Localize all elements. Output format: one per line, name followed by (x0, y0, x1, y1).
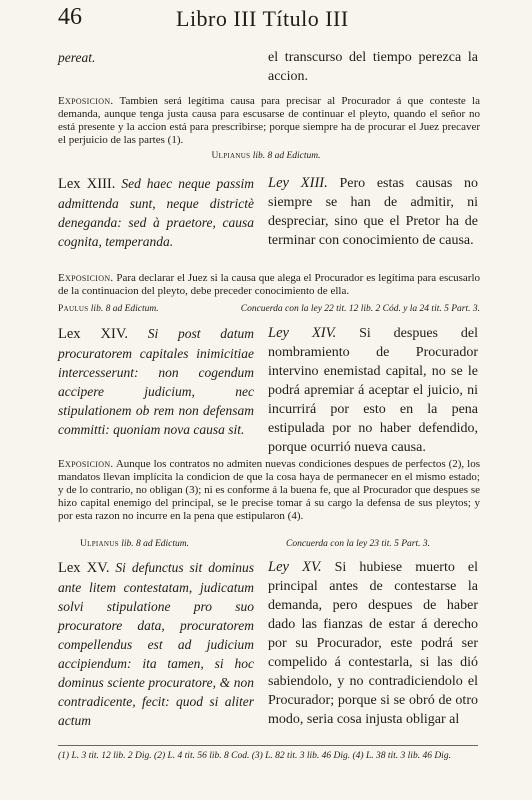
law-14-row (58, 324, 478, 457)
law-13-row (58, 174, 478, 251)
lex-15-heading: Lex XV. (58, 560, 110, 576)
ley-15-text: Si hubiese muerto el principal antes de contestarse la demanda, pero despues de haber dado las fianzas de estar á derecho por su Procurador, este podrá ser compelido á contestarla, si las dió sabiendolo, y no contradiciendolo el Procurador; porque si se obró de otro modo, seria cosa injusta obligar al (268, 560, 479, 727)
latin-continuation: pereat. (58, 50, 96, 65)
ley-13-heading: Ley XIII. (268, 175, 328, 191)
exposition-3 (58, 458, 480, 523)
running-header (58, 4, 478, 38)
lex-13-text: Sed haec neque passim admittenda sunt, neque districtè deneganda: sed à praetore, causa cognita, temperanda. (58, 176, 254, 249)
lex-13-latin (58, 174, 254, 251)
page-number: 46 (58, 4, 82, 30)
concordance-2 (286, 539, 430, 549)
exposition-text: Tambien será legítima causa para precisar al Procurador á que conteste la demanda, aunque tenga justa causa para escusarse de continuar el pleyto, quando el señor no está presente y la accion está para prescribirse; porque siempre ha de procurar el Juez precaver el perjuicio de las partes (1). (58, 95, 480, 146)
lex-14-latin (58, 324, 254, 457)
lex-15-latin (58, 558, 254, 730)
continuation-row (58, 48, 478, 86)
citation-ref: lib. 8 ad Edictum. (252, 151, 321, 161)
lex-14-text: Si post datum procuratorem capitales inimicitiae intercesserunt: non cogendum accipere judicium, nec stipulationem ob rem non defensam committi: quoniam nova causa sit. (58, 326, 254, 437)
citation-author: Ulpianus (211, 151, 251, 161)
lex-15-text: Si defunctus sit dominus ante litem contestatam, judicatum solvi stipulatione pro suo procuratore data, procuratorem compellendus est ad judicium accipiendum: ita tamen, si hoc dominus sciente procuratore, & non contradicente, fecit: quod si aliter actum (58, 560, 255, 728)
citation-author: Ulpianus (80, 539, 119, 549)
concordance-1 (228, 304, 480, 314)
citation-author: Paulus (58, 304, 89, 314)
exposition-2 (58, 272, 480, 298)
citation-ulpianus-2 (80, 539, 189, 549)
ley-14-heading: Ley XIV. (268, 325, 337, 341)
exposition-label: Exposicion. (58, 95, 114, 107)
citation-ulpianus-1 (0, 151, 532, 161)
ley-15-heading: Ley XV. (268, 559, 322, 575)
concordance-text: Concuerda con la ley 22 tit. 12 lib. 2 Cód. y la 24 tit. 5 Part. 3. (240, 304, 480, 314)
lex-14-heading: Lex XIV. (58, 326, 129, 342)
concordance-text: Concuerda con la ley 23 tit. 5 Part. 3. (286, 539, 430, 549)
exposition-text: Aunque los contratos no admiten nuevas condiciones despues de perfectos (2), los mandatos llevan implícita la condicion de que la cosa haya de permanecer en el mismo estado; y de lo contrario, no obligan (3); ni es conforme á la buena fe, que al Procurador que despues se hizo capital enemigo del principal, se le precise tomar á su cargo la defensa de sus pleytos; y por esta razon no incurre en la pena que estipularon (4). (58, 458, 480, 522)
exposition-text: Para declarar el Juez si la causa que alega el Procurador es legítima para escusarlo de la continuacion del pleyto, debe preceder conocimiento de ella. (58, 272, 480, 297)
footnotes: (1) L. 3 tit. 12 lib. 2 Dig. (2) L. 4 tit. 56 lib. 8 Cod. (3) L. 82 tit. 3 lib. 46 Dig. (4) L. 38 tit. 3 lib. 46 Dig. (58, 751, 451, 761)
page-title: Libro III Título III (176, 6, 349, 31)
ley-14-text: Si despues del nombramiento de Procurador intervino enemistad capital, no se le podrá apremiar á aceptar el juicio, ni incurrirá por esto en la pena estipulada por no haber defendido, porque ocurrió nueva causa. (268, 326, 478, 455)
ley-13-text: Pero estas causas no siempre se han de admitir, ni despreciar, sino que el Pretor ha de terminar con conocimiento de causa. (268, 176, 479, 248)
citation-ref: lib. 8 ad Edictum. (90, 304, 159, 314)
ley-15-spanish (268, 558, 478, 730)
citation-ref: lib. 8 ad Edictum. (121, 539, 190, 549)
ley-14-spanish (268, 324, 478, 457)
citation-paulus (58, 304, 159, 314)
spanish-continuation: el transcurso del tiempo perezca la accion. (268, 50, 478, 84)
footnote-rule (58, 745, 478, 746)
law-15-row (58, 558, 478, 730)
exposition-1 (58, 95, 480, 147)
exposition-label: Exposicion. (58, 458, 114, 470)
ley-13-spanish (268, 174, 478, 251)
lex-13-heading: Lex XIII. (58, 176, 116, 192)
exposition-label: Exposicion. (58, 272, 114, 284)
